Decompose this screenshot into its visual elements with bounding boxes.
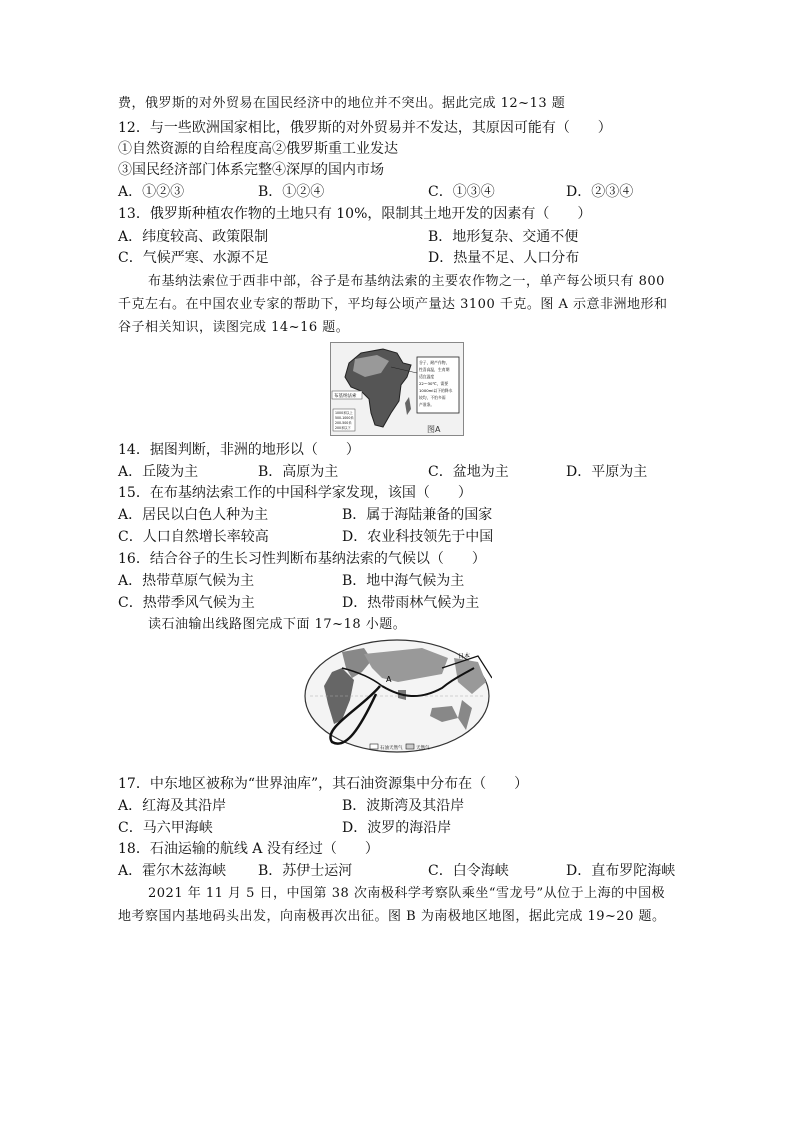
q18-option-b[interactable]: B．苏伊士运河 xyxy=(258,863,353,879)
passage2-line1: 布基纳法索位于西非中部，谷子是布基纳法索的主要农作物之一，单产每公顷只有 800 xyxy=(148,274,665,289)
q12-stem: 12．与一些欧洲国家相比，俄罗斯的对外贸易并不发达，其原因可能有（ ） xyxy=(118,120,612,136)
q17-option-c[interactable]: C．马六甲海峡 xyxy=(118,820,213,836)
q18-option-c[interactable]: C．白令海峡 xyxy=(428,863,509,879)
passage2-line3: 谷子相关知识，读图完成 14~16 题。 xyxy=(118,320,350,335)
intro-tail: 费，俄罗斯的对外贸易在国民经济中的地位并不突出。据此完成 12~13 题 xyxy=(118,96,566,111)
q13-option-c[interactable]: C．气候严寒、水源不足 xyxy=(118,250,269,266)
q16-option-c[interactable]: C．热带季风气候为主 xyxy=(118,595,255,611)
q14-option-a[interactable]: A．丘陵为主 xyxy=(118,464,199,480)
figure-oil-label-a: A xyxy=(386,675,392,684)
figure-a-note-5: 1000ml以下的降水 xyxy=(419,388,453,393)
q15-option-c[interactable]: C．人口自然增长率较高 xyxy=(118,529,269,545)
q15-option-d[interactable]: D．农业科技领先于中国 xyxy=(342,529,494,545)
figure-a-caption: 图A xyxy=(427,425,441,434)
figure-a-note-6: 较均，不怕多雨 xyxy=(419,395,446,400)
q16-stem: 16．结合谷子的生长习性判断布基纳法索的气候以（ ） xyxy=(118,551,486,567)
q16-option-d[interactable]: D．热带雨林气候为主 xyxy=(342,595,480,611)
figure-oil-legend-1: 石油天然气 xyxy=(380,746,403,751)
q15-option-a[interactable]: A．居民以白色人种为主 xyxy=(118,507,269,523)
q13-option-d[interactable]: D．热量不足、人口分布 xyxy=(428,250,580,266)
q18-option-a[interactable]: A．霍尔木兹海峡 xyxy=(118,863,227,879)
figure-a-africa-map xyxy=(330,342,464,436)
q13-stem: 13．俄罗斯种植农作物的土地只有 10%，限制其土地开发的因素有（ ） xyxy=(118,206,592,222)
q15-option-b[interactable]: B．属于海陆兼备的国家 xyxy=(342,507,493,523)
figure-a-note-2: 性喜高温，生育期 xyxy=(419,367,450,372)
q17-option-d[interactable]: D．波罗的海沿岸 xyxy=(342,820,452,836)
figure-a-note-3: 适宜温度 xyxy=(419,374,435,379)
figure-a-country-label: 布基纳法索 xyxy=(334,394,357,399)
passage4-line1: 2021 年 11 月 5 日，中国第 38 次南极科学考察队乘坐“雪龙号”从位于上海的中国极 xyxy=(148,886,666,901)
q14-stem: 14．据图判断，非洲的地形以（ ） xyxy=(118,442,360,458)
passage2-line2: 千克左右。在中国农业专家的帮助下，平均每公顷产量达 3100 千克。图 A 示意非洲地形和 xyxy=(118,297,668,312)
figure-a-legend-3: 200-500米 xyxy=(335,421,352,425)
q17-option-a[interactable]: A．红海及其沿岸 xyxy=(118,798,227,814)
figure-a-legend-4: 200米以下 xyxy=(335,426,351,430)
passage3: 读石油输出线路图完成下面 17~18 小题。 xyxy=(148,617,407,632)
figure-a-note-1: 谷子，耐产作物， xyxy=(419,360,450,365)
q16-option-b[interactable]: B．地中海气候为主 xyxy=(342,573,465,589)
q18-stem: 18．石油运输的航线 A 没有经过（ ） xyxy=(118,841,379,857)
q17-stem: 17．中东地区被称为“世界油库”，其石油资源集中分布在（ ） xyxy=(118,776,529,792)
figure-a-note-7: 产准条。 xyxy=(419,402,435,407)
figure-a-legend-1: 1000米以上 xyxy=(335,411,353,415)
figure-oil-routes-map xyxy=(302,638,492,758)
q18-option-d[interactable]: D．直布罗陀海峡 xyxy=(566,863,676,879)
q15-stem: 15．在布基纳法索工作的中国科学家发现，该国（ ） xyxy=(118,485,472,501)
q12-option-b[interactable]: B．①②④ xyxy=(258,184,325,200)
q12-statements-1: ①自然资源的自给程度高②俄罗斯重工业发达 xyxy=(118,141,398,157)
passage4-line2: 地考察国内基地码头出发，向南极再次出征。图 B 为南极地区地图，据此完成 19~20 题。 xyxy=(118,909,666,924)
q13-option-a[interactable]: A．纬度较高、政策限制 xyxy=(118,229,269,245)
q14-option-b[interactable]: B．高原为主 xyxy=(258,464,339,480)
figure-oil-label-japan: 日本 xyxy=(458,653,471,660)
q12-option-a[interactable]: A．①②③ xyxy=(118,184,185,200)
q13-option-b[interactable]: B．地形复杂、交通不便 xyxy=(428,229,579,245)
q14-option-d[interactable]: D．平原为主 xyxy=(566,464,648,480)
figure-a-legend-2: 500-1000米 xyxy=(335,416,354,420)
figure-oil-legend-2: 天然气 xyxy=(416,746,430,751)
q16-option-a[interactable]: A．热带草原气候为主 xyxy=(118,573,255,589)
q12-option-c[interactable]: C．①③④ xyxy=(428,184,495,200)
q14-option-c[interactable]: C．盆地为主 xyxy=(428,464,509,480)
q17-option-b[interactable]: B．波斯湾及其沿岸 xyxy=(342,798,465,814)
figure-a-note-4: 22～30℃，需要 xyxy=(419,381,449,386)
q12-statements-2: ③国民经济部门体系完整④深厚的国内市场 xyxy=(118,162,384,178)
q12-option-d[interactable]: D．②③④ xyxy=(566,184,634,200)
